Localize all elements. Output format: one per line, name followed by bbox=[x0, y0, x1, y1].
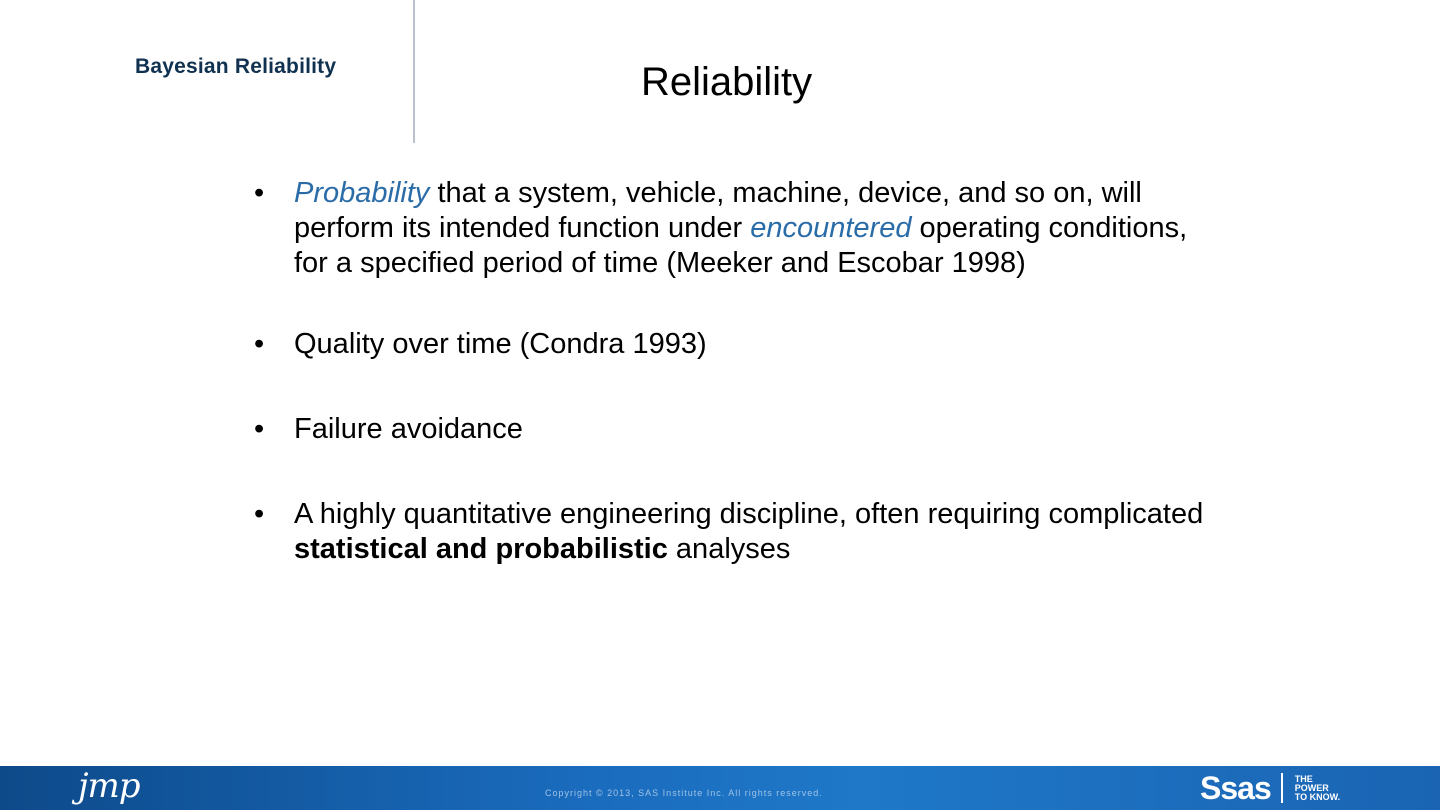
bullet-item-2 bbox=[254, 327, 1214, 362]
jmp-logo: jmp bbox=[78, 766, 140, 806]
section-title: Bayesian Reliability bbox=[135, 55, 337, 78]
bullet-marker: • bbox=[254, 413, 265, 445]
copyright-text: Copyright © 2013, SAS Institute Inc. All rights reserved. bbox=[545, 788, 823, 798]
tagline-line-3: TO KNOW. bbox=[1294, 791, 1341, 802]
footer-bar bbox=[0, 766, 1440, 810]
bullet-marker: • bbox=[254, 177, 265, 209]
bullet-1-emph-encountered: encountered bbox=[750, 212, 912, 244]
bullet-marker: • bbox=[254, 498, 265, 530]
bullet-item-4 bbox=[254, 497, 1214, 567]
bullet-3-text: Failure avoidance bbox=[294, 413, 523, 445]
tagline-line-1: THE bbox=[1294, 773, 1313, 784]
tagline-line-2: POWER bbox=[1294, 782, 1329, 793]
bullet-item-1 bbox=[254, 176, 1214, 281]
bullet-item-3 bbox=[254, 412, 1214, 447]
slide-title: Reliability bbox=[641, 60, 813, 104]
bullet-4-text-b: analyses bbox=[667, 533, 791, 565]
bullet-marker: • bbox=[254, 328, 265, 360]
bullet-1-emph-probability: Probability bbox=[294, 177, 430, 209]
sas-logo bbox=[1200, 770, 1340, 806]
bullet-4-strong: statistical and probabilistic bbox=[294, 533, 668, 565]
bullet-2-text: Quality over time (Condra 1993) bbox=[294, 328, 707, 360]
sas-logo-text: Ssas bbox=[1200, 769, 1271, 806]
sas-logo-separator bbox=[1281, 773, 1283, 803]
bullet-list bbox=[254, 176, 1214, 567]
bullet-1-text-b: operating conditions, for a specified period of time (Meeker and Escobar 1998) bbox=[294, 212, 1188, 279]
header-divider bbox=[413, 0, 415, 143]
bullet-4-text-a: A highly quantitative engineering discipline, often requiring complicated bbox=[294, 498, 1204, 530]
sas-tagline bbox=[1295, 775, 1340, 802]
bullet-1-text-a: that a system, vehicle, machine, device, and so on, will perform its intended function under bbox=[294, 177, 1142, 244]
